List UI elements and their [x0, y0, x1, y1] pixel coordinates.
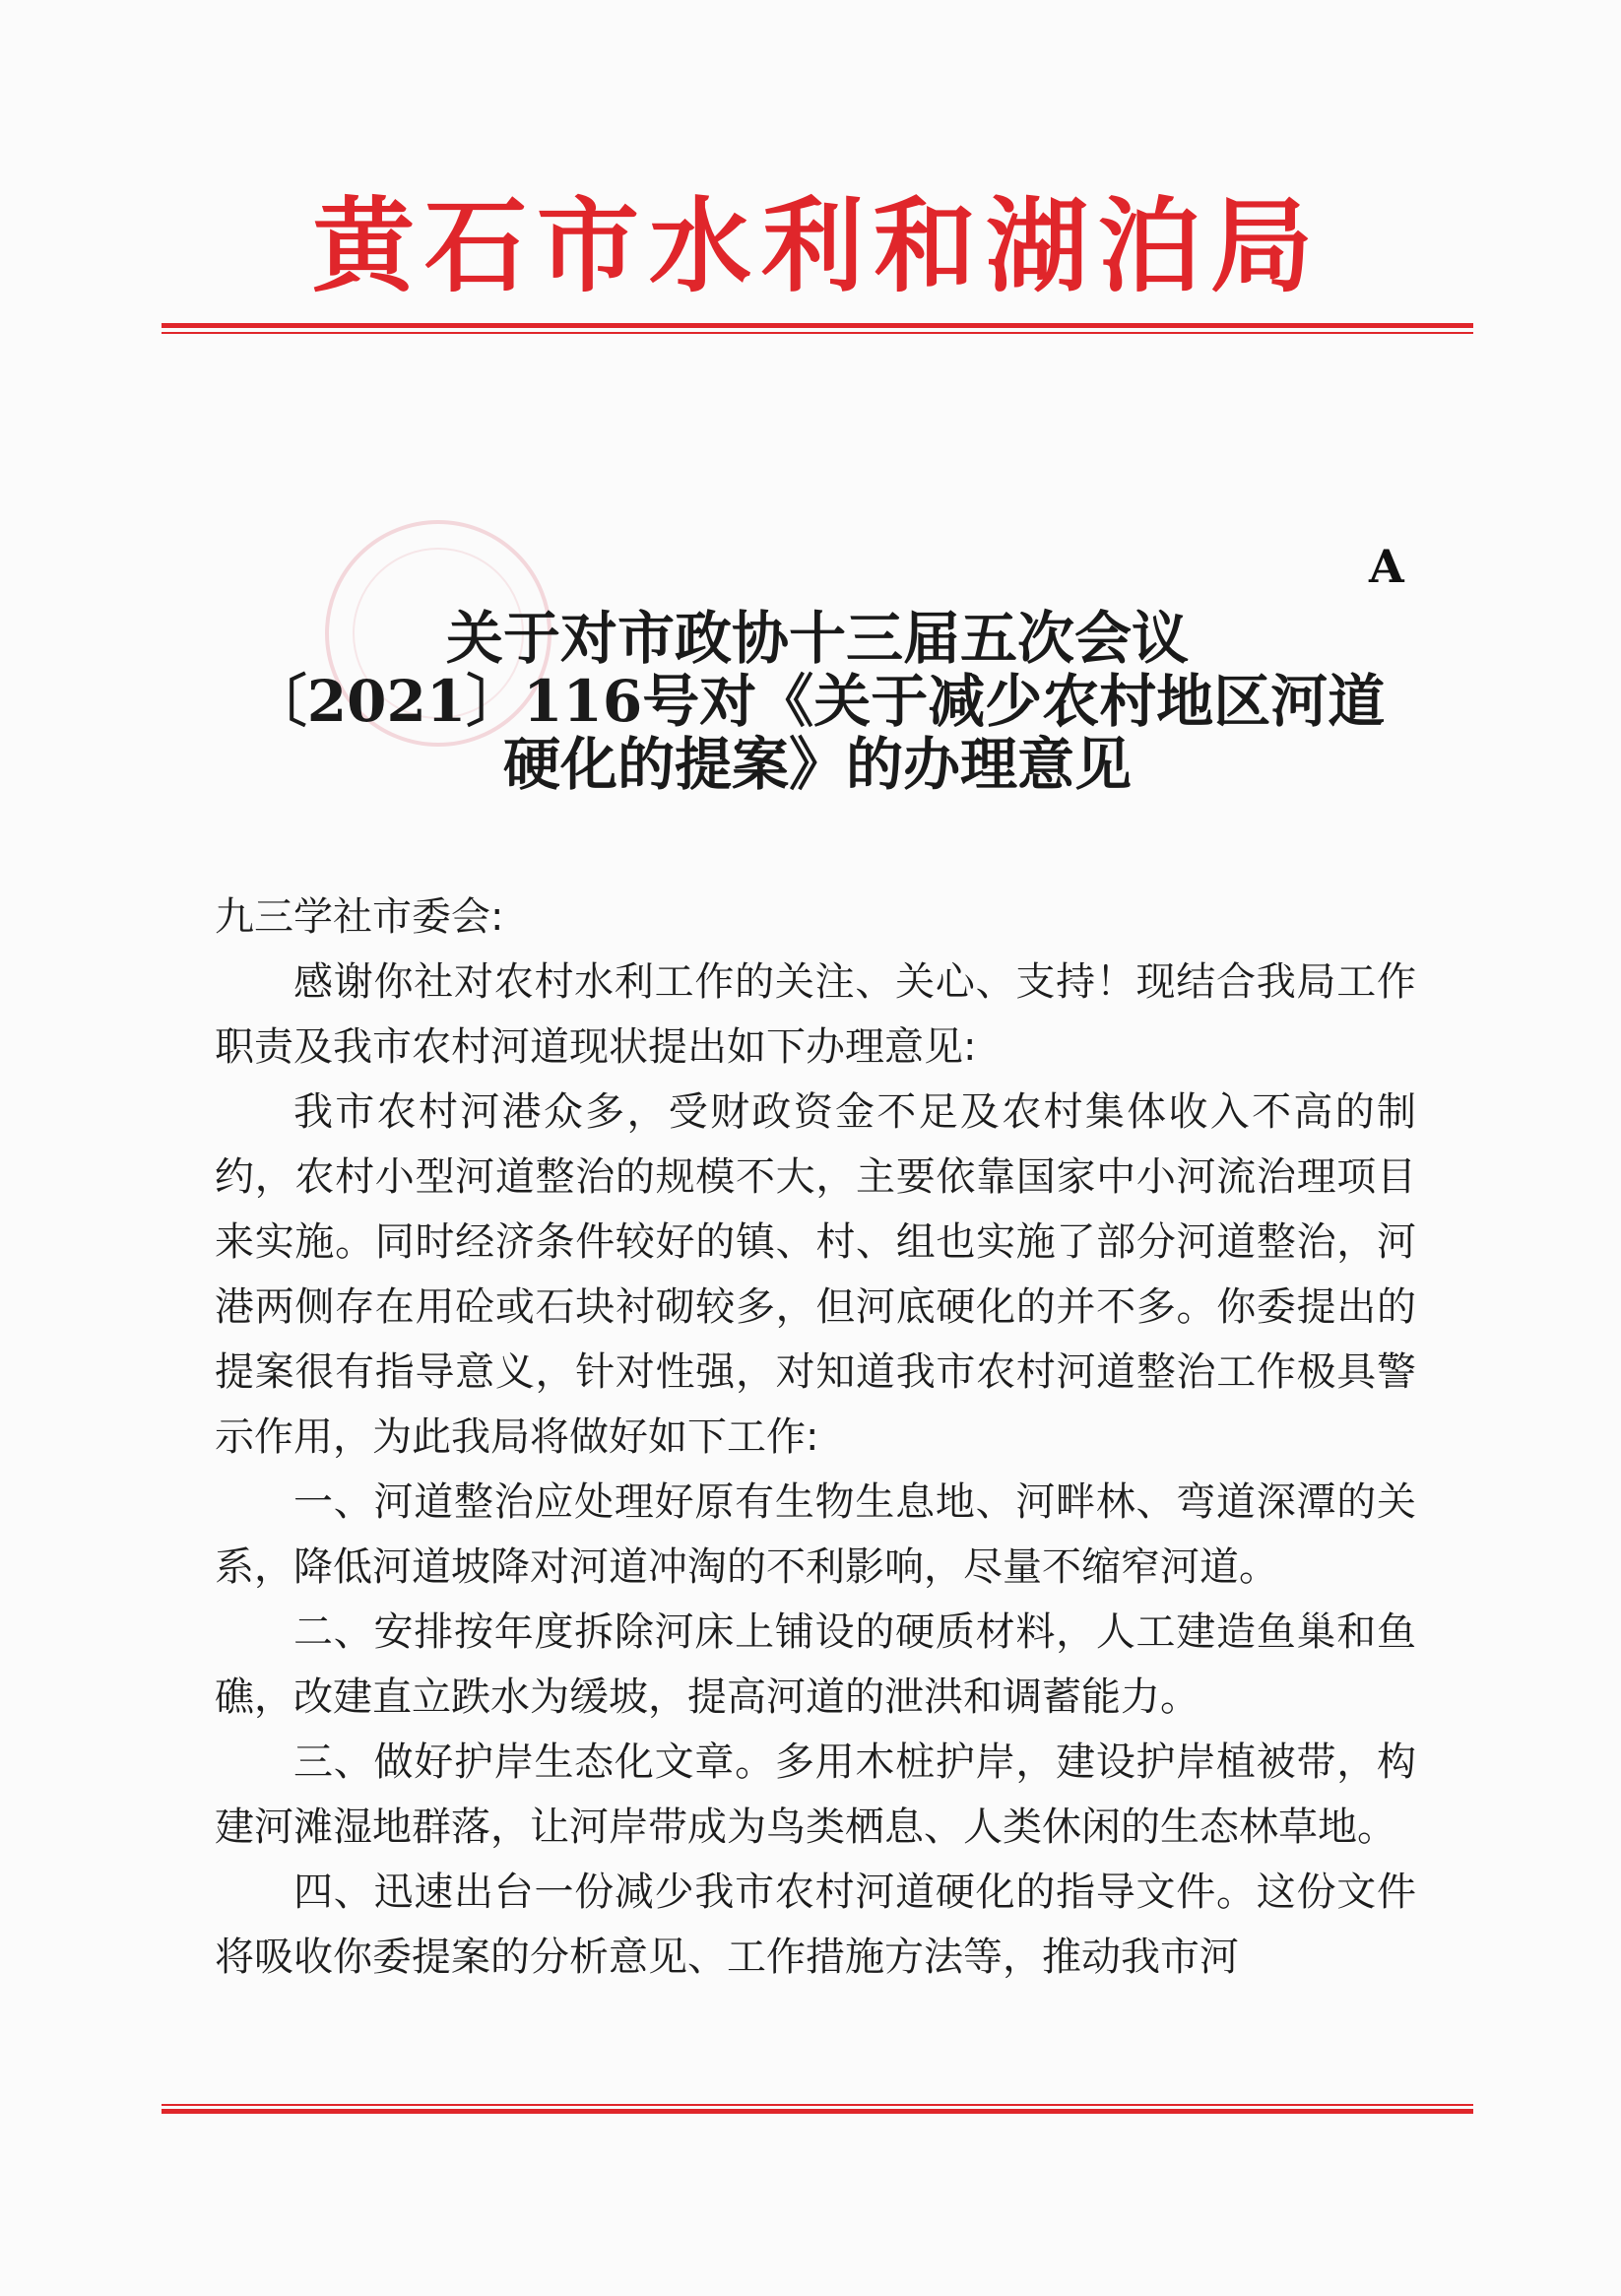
footer-rule-thin	[162, 2104, 1473, 2106]
header-rule-thin	[162, 332, 1473, 334]
body-paragraph: 三、做好护岸生态化文章。多用木桩护岸，建设护岸植被带，构建河滩湿地群落，让河岸带成为鸟类栖息、人类休闲的生态林草地。	[215, 1739, 1416, 1850]
body-paragraph: 二、安排按年度拆除河床上铺设的硬质材料，人工建造鱼巢和鱼礁，改建直立跌水为缓坡，提高河道的泄洪和调蓄能力。	[215, 1609, 1416, 1720]
organization-header: 黄石市水利和湖泊局	[311, 186, 1323, 306]
document-title	[236, 607, 1398, 796]
body-paragraph: 四、迅速出台一份减少我市农村河道硬化的指导文件。这份文件将吸收你委提案的分析意见、工作措施方法等，推动我市河	[215, 1870, 1416, 1980]
body-paragraph: 一、河道整治应处理好原有生物生息地、河畔林、弯道深潭的关系，降低河道坡降对河道冲淘的不利影响，尽量不缩窄河道。	[215, 1479, 1416, 1590]
salutation: 九三学社市委会:	[215, 894, 504, 940]
title-line-3: 硬化的提案》的办理意见	[502, 731, 1132, 798]
body-paragraph: 感谢你社对农村水利工作的关注、关心、支持！现结合我局工作职责及我市农村河道现状提出如下办理意见:	[215, 959, 1416, 1070]
classification-mark: A	[1369, 540, 1404, 593]
title-line-2: 〔2021〕116号对《关于减少农村地区河道	[249, 668, 1386, 735]
footer-rule-thick	[162, 2109, 1473, 2114]
header-rule-thick	[162, 323, 1473, 328]
title-line-1: 关于对市政协十三届五次会议	[445, 605, 1189, 672]
document-body	[215, 885, 1416, 1990]
body-paragraph: 我市农村河港众多，受财政资金不足及农村集体收入不高的制约，农村小型河道整治的规模不大，主要依靠国家中小河流治理项目来实施。同时经济条件较好的镇、村、组也实施了部分河道整治，河港两侧存在用砼或石块衬砌较多，但河底硬化的并不多。你委提出的提案很有指导意义，针对性强，对知道我市农村河道整治工作极具警示作用，为此我局将做好如下工作:	[215, 1089, 1416, 1460]
